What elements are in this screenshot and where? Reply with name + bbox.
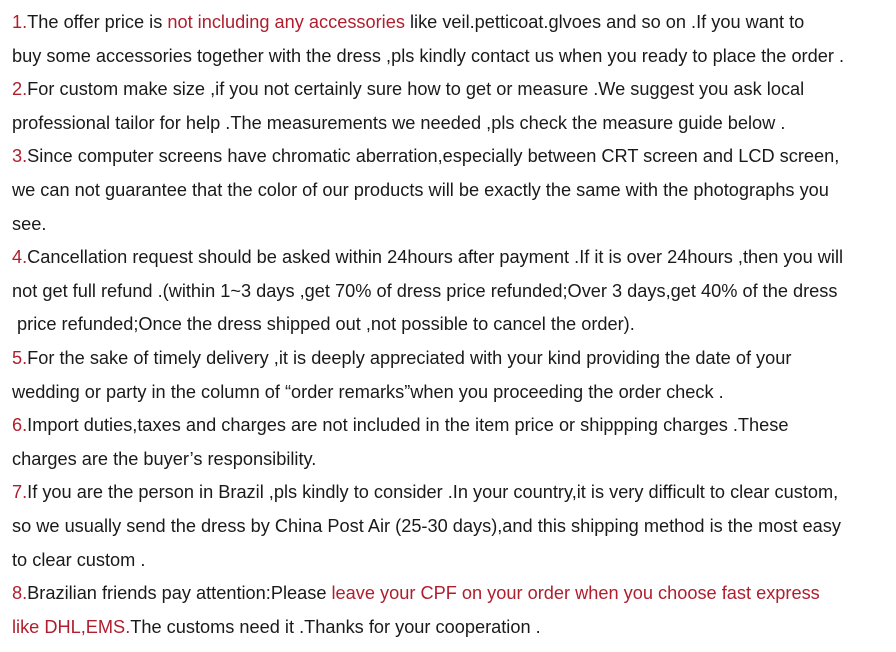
note-1-line-2 <box>12 45 844 67</box>
note-5-text: wedding or party in the column of “order remarks”when you proceeding the order check . <box>12 381 724 402</box>
note-2-text: For custom make size ,if you not certainly sure how to get or measure .We suggest you ask local <box>27 79 805 100</box>
note-7-text: to clear custom . <box>12 549 146 570</box>
note-4-number: 4. <box>12 247 28 268</box>
note-6-line-1 <box>12 414 788 436</box>
note-6-line-2 <box>12 448 316 470</box>
note-7-line-1 <box>12 481 838 503</box>
note-3-text: Since computer screens have chromatic aberration,especially between CRT screen and LCD screen, <box>27 146 840 167</box>
note-7-number: 7. <box>12 482 28 503</box>
note-3-line-1 <box>12 145 839 167</box>
note-4-line-3 <box>12 313 635 335</box>
note-7-text: If you are the person in Brazil ,pls kindly to consider .In your country,it is very difficult to clear custom, <box>27 482 839 503</box>
note-7-line-3 <box>12 549 145 571</box>
note-3-text: see. <box>12 213 47 234</box>
note-4-text: Cancellation request should be asked within 24hours after payment .If it is over 24hours ,then you will <box>27 247 844 268</box>
note-3-number: 3. <box>12 146 28 167</box>
note-5-number: 5. <box>12 348 28 368</box>
note-2-number: 2. <box>12 79 28 100</box>
note-1-text: The offer price is <box>27 12 168 32</box>
note-8-highlight: leave your CPF on your order when you choose fast express <box>331 583 820 604</box>
note-6-text: Import duties,taxes and charges are not included in the item price or shippping charges .These <box>27 415 789 436</box>
note-3-line-2 <box>12 179 829 201</box>
note-6-text: charges are the buyer’s responsibility. <box>12 448 317 469</box>
note-2-line-1 <box>12 78 804 100</box>
note-7-line-2 <box>12 515 841 537</box>
note-4-text: not get full refund .(within 1~3 days ,get 70% of dress price refunded;Over 3 days,get 40% of the dress <box>12 280 838 301</box>
note-4-line-1 <box>12 246 843 268</box>
note-8-highlight: like DHL,EMS. <box>12 616 131 637</box>
note-7-text: so we usually send the dress by China Post Air (25-30 days),and this shipping method is the most easy <box>12 516 841 536</box>
note-2-text: professional tailor for help .The measurements we needed ,pls check the measure guide below . <box>12 112 786 133</box>
note-8-text: The customs need it .Thanks for your cooperation . <box>130 616 541 637</box>
note-1-text: like veil.petticoat.glvoes and so on .If you want to <box>404 12 805 32</box>
note-1-highlight: not including any accessories <box>167 12 405 32</box>
note-5-text: For the sake of timely delivery ,it is deeply appreciated with your kind providing the date of your <box>27 348 792 368</box>
note-4-text: price refunded;Once the dress shipped out ,not possible to cancel the order). <box>12 314 635 335</box>
note-3-line-3 <box>12 213 46 235</box>
note-1-text: buy some accessories together with the dress ,pls kindly contact us when you ready to place the order . <box>12 45 845 66</box>
note-8-text: Brazilian friends pay attention:Please <box>27 583 332 604</box>
note-8-number: 8. <box>12 583 28 604</box>
note-1-number: 1. <box>12 12 28 32</box>
note-1-line-1 <box>12 11 804 33</box>
note-8-line-2 <box>12 616 541 638</box>
note-6-number: 6. <box>12 415 28 436</box>
note-8-line-1 <box>12 582 820 604</box>
note-3-text: we can not guarantee that the color of our products will be exactly the same with the photographs you <box>12 180 829 200</box>
note-2-line-2 <box>12 112 785 134</box>
note-4-line-2 <box>12 280 837 302</box>
note-5-line-1 <box>12 347 791 369</box>
note-5-line-2 <box>12 381 724 403</box>
